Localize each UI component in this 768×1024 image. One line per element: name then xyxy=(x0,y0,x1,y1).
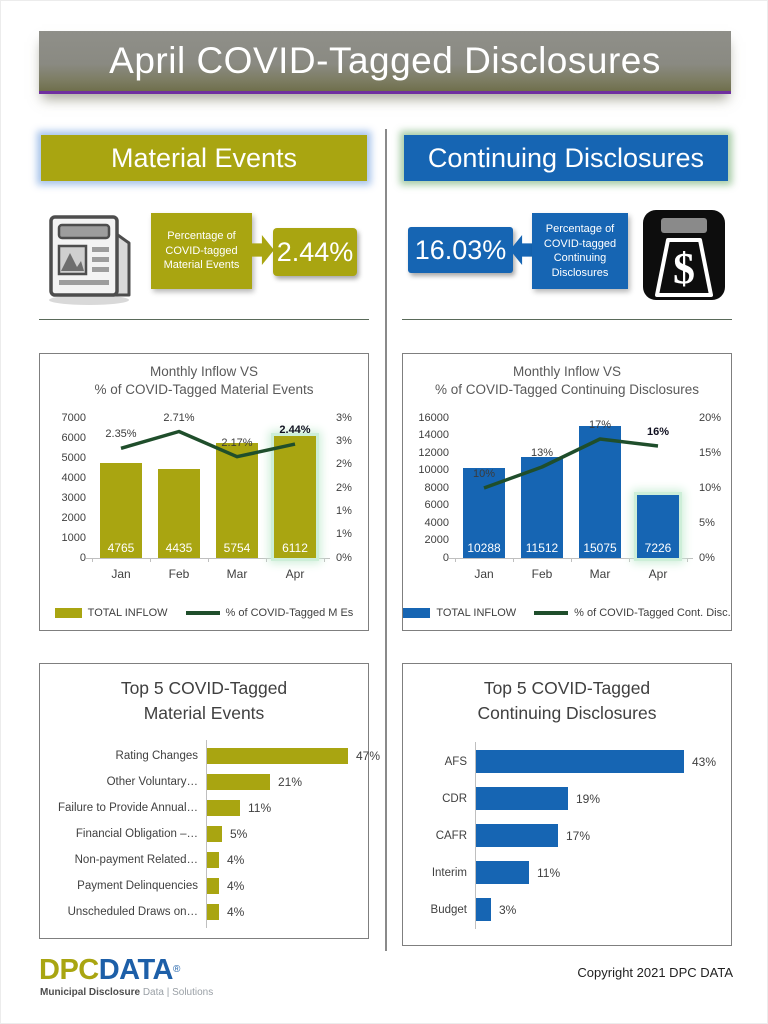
line-point-label: 13% xyxy=(530,447,554,459)
continuing-disclosures-header: Continuing Disclosures xyxy=(404,135,728,181)
category-label: Rating Changes xyxy=(115,750,198,762)
atm-dollar-icon xyxy=(640,207,728,305)
separator-right xyxy=(402,319,732,320)
y-right-tick: 0% xyxy=(699,551,715,564)
chart-title-line1: Monthly Inflow VS xyxy=(149,364,259,379)
y-left-tick: 5000 xyxy=(61,451,86,464)
bar-value-label: 43% xyxy=(692,754,717,769)
legend-bar-swatch xyxy=(55,608,82,618)
y-left-tick: 0 xyxy=(79,551,86,564)
y-right-tick: 20% xyxy=(699,411,722,424)
y-left-tick: 12000 xyxy=(418,446,449,459)
legend-line-swatch xyxy=(534,611,568,614)
arrow-left-icon xyxy=(510,235,532,265)
copyright-text: Copyright 2021 DPC DATA xyxy=(577,965,733,980)
y-left-tick: 4000 xyxy=(424,516,449,529)
y-right-tick: 15% xyxy=(699,446,722,459)
y-right-tick: 1% xyxy=(336,528,352,541)
x-axis-tick xyxy=(629,558,630,562)
tagline-bold: Municipal Disclosure xyxy=(40,987,141,998)
hbar-cdr xyxy=(476,787,568,810)
line-point-label: 17% xyxy=(588,419,612,431)
continuing-callout-value: 16.03% xyxy=(408,227,513,273)
x-axis-tick xyxy=(571,558,572,562)
y-left-tick: 3000 xyxy=(61,491,86,504)
bar-value-label: 47% xyxy=(356,749,381,763)
y-right-tick: 10% xyxy=(699,481,722,494)
x-category-label: Apr xyxy=(648,567,668,581)
hbar-budget xyxy=(476,898,491,921)
hbar-payment-delinquencies xyxy=(207,878,219,894)
chart-title-line1: Monthly Inflow VS xyxy=(512,364,622,379)
y-right-tick: 5% xyxy=(699,516,715,529)
hbar-non-payment-related- xyxy=(207,852,219,868)
y-left-tick: 10000 xyxy=(418,464,449,476)
y-right-tick: 2% xyxy=(336,481,352,494)
chart-top5-material xyxy=(39,663,381,939)
x-category-label: Jan xyxy=(474,567,494,581)
bar-value-label: 4% xyxy=(227,853,245,867)
chart-title-line2: Continuing Disclosures xyxy=(477,703,657,723)
y-left-tick: 1000 xyxy=(61,531,86,544)
legend-line-swatch xyxy=(186,611,220,614)
page-title: April COVID-Tagged Disclosures xyxy=(39,31,731,94)
svg-text:$: $ xyxy=(673,244,695,293)
material-callout-label: Percentage of COVID-tagged Material Events xyxy=(151,213,252,289)
y-right-tick: 2% xyxy=(336,458,352,471)
hbar-plot-material xyxy=(40,664,381,938)
line-point-label: 10% xyxy=(472,468,496,480)
logo-data: DATA xyxy=(98,954,173,986)
bar-value-label: 4765 xyxy=(107,541,135,555)
dpcdata-logo xyxy=(39,955,180,990)
chart-title-line1: Top 5 COVID-Tagged xyxy=(120,678,288,698)
bar-value-label: 6112 xyxy=(282,541,308,555)
x-category-label: Mar xyxy=(226,567,248,581)
legend-line-label: % of COVID-Tagged Cont. Disc. xyxy=(574,607,731,619)
chart-title-line2: % of COVID-Tagged Continuing Disclosures xyxy=(434,382,700,397)
y-left-tick: 14000 xyxy=(418,429,449,441)
logo-registered-mark: ® xyxy=(172,964,181,975)
line-point-label: 2.35% xyxy=(105,428,137,441)
continuing-callout-label: Percentage of COVID-tagged Continuing Disclosures xyxy=(532,213,628,289)
column-divider xyxy=(385,129,387,951)
category-label: Other Voluntary… xyxy=(106,776,198,788)
hbar-financial-obligation- xyxy=(207,826,222,842)
y-left-tick: 6000 xyxy=(61,431,86,444)
bar-value-label: 11512 xyxy=(525,541,559,555)
y-left-tick: 6000 xyxy=(424,499,449,511)
material-callout-value: 2.44% xyxy=(273,228,357,276)
line-series xyxy=(455,418,687,558)
y-right-tick: 3% xyxy=(336,411,352,424)
line-point-label: 2.44% xyxy=(279,424,311,437)
x-category-label: Feb xyxy=(531,567,553,581)
x-axis-tick xyxy=(513,558,514,562)
bar-value-label: 4435 xyxy=(165,541,193,555)
x-axis-tick xyxy=(687,558,688,562)
material-events-header: Material Events xyxy=(41,135,367,181)
hbar-other-voluntary- xyxy=(207,774,270,790)
chart-top5-continuing xyxy=(402,663,732,946)
hbar-afs xyxy=(476,750,684,773)
y-left-tick: 4000 xyxy=(61,471,86,484)
line-point-label: 16% xyxy=(646,426,670,438)
legend-line-label: % of COVID-Tagged M Es xyxy=(225,607,354,619)
hbar-interim xyxy=(476,861,529,884)
category-label: Unscheduled Draws on… xyxy=(67,906,198,918)
separator-left xyxy=(39,319,369,320)
logo-dpc: DPC xyxy=(39,954,99,986)
hbar-failure-to-provide-annual- xyxy=(207,800,240,816)
bar-value-label: 3% xyxy=(499,902,517,917)
y-left-tick: 2000 xyxy=(61,511,86,524)
bar-value-label: 4% xyxy=(227,879,245,893)
y-left-tick: 16000 xyxy=(418,411,449,424)
category-label: Financial Obligation –… xyxy=(75,828,198,840)
legend-bar-swatch xyxy=(403,608,430,618)
hbar-unscheduled-draws-on- xyxy=(207,904,219,920)
bar-value-label: 4% xyxy=(227,905,245,919)
bar-value-label: 5754 xyxy=(223,541,251,555)
combo-plot-material xyxy=(40,354,368,630)
bar-value-label: 19% xyxy=(576,791,601,806)
x-axis-tick xyxy=(208,558,209,562)
y-left-tick: 8000 xyxy=(424,481,449,494)
legend-bar-label: TOTAL INFLOW xyxy=(87,607,168,619)
bar-value-label: 15075 xyxy=(583,541,617,555)
category-label: Budget xyxy=(430,903,467,916)
bar-value-label: 10288 xyxy=(467,541,501,555)
hbar-plot-continuing xyxy=(403,664,731,945)
x-axis-tick xyxy=(266,558,267,562)
legend-bar-label: TOTAL INFLOW xyxy=(436,607,517,619)
chart-monthly-continuing xyxy=(402,353,732,631)
x-axis-tick xyxy=(92,558,93,562)
chart-legend xyxy=(403,607,731,619)
x-category-label: Apr xyxy=(285,567,305,581)
newspaper-icon xyxy=(43,209,139,307)
x-axis-tick xyxy=(455,558,456,562)
bar-value-label: 21% xyxy=(278,775,303,789)
chart-title-line2: Material Events xyxy=(143,703,265,723)
y-right-tick: 3% xyxy=(336,434,352,447)
category-label: Failure to Provide Annual… xyxy=(58,802,198,814)
x-category-label: Feb xyxy=(168,567,190,581)
bar-value-label: 11% xyxy=(537,865,561,880)
x-category-label: Jan xyxy=(111,567,131,581)
chart-title-line2: % of COVID-Tagged Material Events xyxy=(94,382,314,397)
logo-tagline xyxy=(40,987,213,998)
y-right-tick: 0% xyxy=(336,551,352,564)
y-left-tick: 0 xyxy=(442,551,449,564)
line-point-label: 2.71% xyxy=(163,411,195,424)
category-label: Payment Delinquencies xyxy=(77,880,198,892)
tagline-light: Data | Solutions xyxy=(142,987,214,998)
x-axis-tick xyxy=(150,558,151,562)
bar-value-label: 7226 xyxy=(644,541,672,555)
chart-legend xyxy=(40,607,368,619)
arrow-right-icon xyxy=(252,235,274,265)
x-axis-tick xyxy=(324,558,325,562)
category-label: Non-payment Related… xyxy=(74,854,198,866)
category-label: AFS xyxy=(444,755,467,768)
category-label: CAFR xyxy=(435,829,467,842)
chart-monthly-material xyxy=(39,353,369,631)
y-right-tick: 1% xyxy=(336,504,352,517)
combo-plot-continuing xyxy=(403,354,731,630)
hbar-rating-changes xyxy=(207,748,348,764)
x-category-label: Mar xyxy=(589,567,611,581)
category-label: Interim xyxy=(431,866,467,879)
line-point-label: 2.17% xyxy=(221,436,253,449)
bar-value-label: 11% xyxy=(248,801,272,815)
category-label: CDR xyxy=(442,792,467,805)
y-left-tick: 7000 xyxy=(61,411,86,424)
bar-value-label: 5% xyxy=(230,827,248,841)
chart-title-line1: Top 5 COVID-Tagged xyxy=(483,678,651,698)
hbar-cafr xyxy=(476,824,558,847)
y-left-tick: 2000 xyxy=(424,534,449,546)
bar-value-label: 17% xyxy=(566,828,591,843)
